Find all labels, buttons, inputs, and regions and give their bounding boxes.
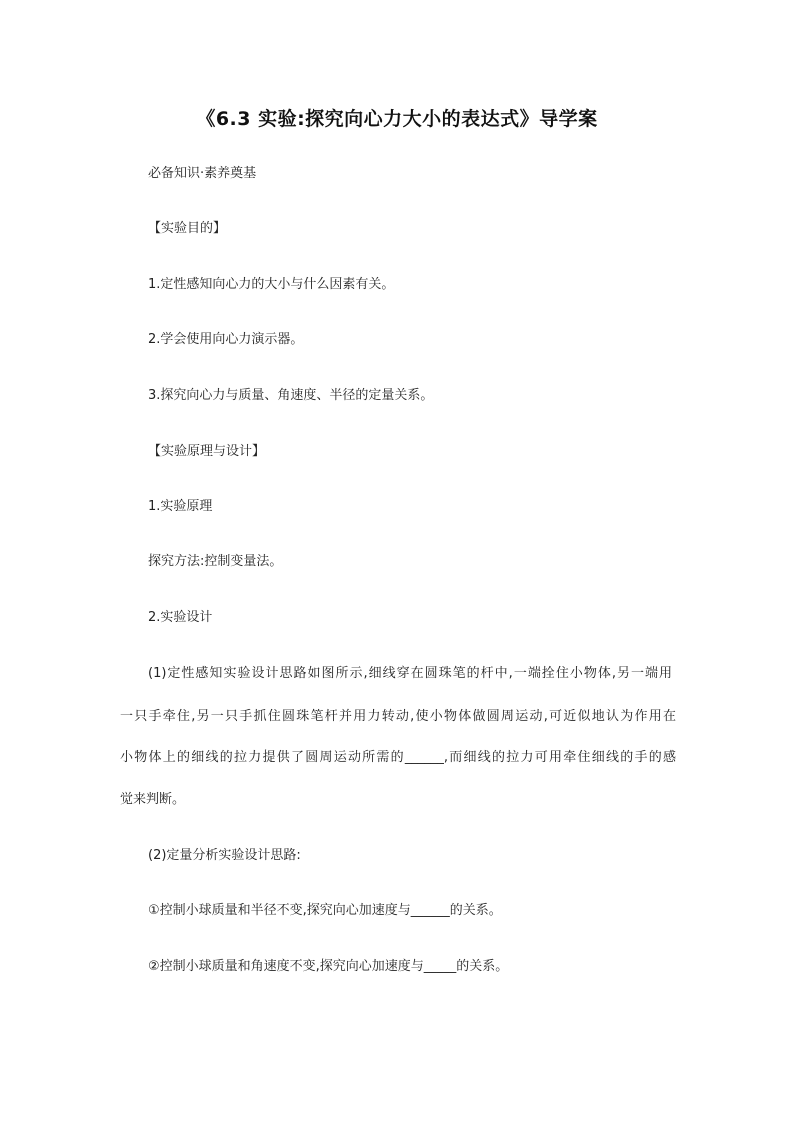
purpose-item-3: 3.探究向心力与质量、角速度、半径的定量关系。 <box>148 388 434 403</box>
quantitative-step-1: ①控制小球质量和半径不变,探究向心加速度与______的关系。 <box>148 903 502 918</box>
design-paragraph-line: 小物体上的细线的拉力提供了圆周运动所需的______,而细线的拉力可用牵住细线的手的感 <box>120 750 676 765</box>
principle-sub1-text: 探究方法:控制变量法。 <box>148 554 283 569</box>
section-heading: 必备知识·素养奠基 <box>148 166 257 181</box>
document-title: 《6.3 实验:探究向心力大小的表达式》导学案 <box>196 108 598 130</box>
principle-heading: 【实验原理与设计】 <box>148 444 266 459</box>
design-paragraph-line: (1)定性感知实验设计思路如图所示,细线穿在圆珠笔的杆中,一端拴住小物体,另一端用 <box>148 666 672 681</box>
purpose-item-1: 1.定性感知向心力的大小与什么因素有关。 <box>148 277 395 292</box>
principle-sub2-title: 2.实验设计 <box>148 610 213 625</box>
purpose-heading: 【实验目的】 <box>148 221 227 236</box>
quantitative-step-2: ②控制小球质量和角速度不变,探究向心加速度与_____的关系。 <box>148 959 509 974</box>
principle-sub1-title: 1.实验原理 <box>148 499 213 514</box>
quantitative-title: (2)定量分析实验设计思路: <box>148 848 301 863</box>
design-paragraph-line: 一只手牵住,另一只手抓住圆珠笔杆并用力转动,使小物体做圆周运动,可近似地认为作用在 <box>120 709 676 724</box>
design-paragraph-line: 觉来判断。 <box>120 792 186 807</box>
purpose-item-2: 2.学会使用向心力演示器。 <box>148 332 304 347</box>
